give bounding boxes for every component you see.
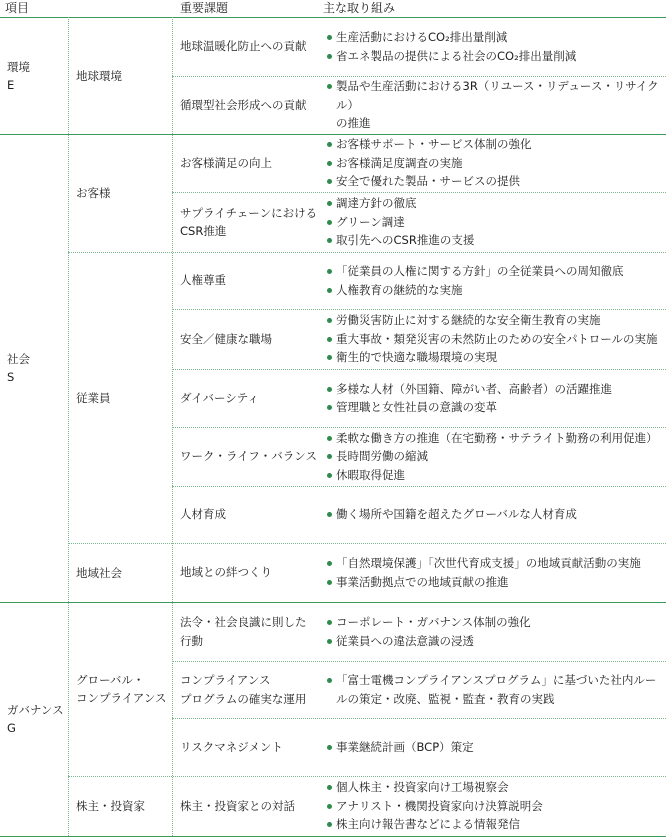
action-item: グリーン調達	[325, 213, 665, 232]
action-item: 「従業員の人権に関する方針」の全従業員への周知徹底	[325, 262, 665, 281]
actions-cell	[325, 369, 665, 427]
issue-label: 安全／健康な職場	[180, 331, 272, 346]
subcategory-label: グローバル・	[76, 673, 145, 687]
subcategory-cell	[76, 602, 171, 776]
header-issue: 重要課題	[180, 1, 229, 15]
actions-cell	[325, 776, 665, 836]
action-item: 多様な人材（外国籍、障がい者、高齢者）の活躍推進	[325, 380, 665, 399]
action-item: 人権教育の継続的な実施	[325, 281, 665, 300]
action-item: 省エネ製品の提供による社会のCO₂排出量削減	[325, 47, 665, 66]
action-item: アナリスト・機関投資家向け決算説明会	[325, 797, 665, 816]
subcategory-label: 従業員	[76, 390, 111, 405]
actions-cell	[325, 718, 665, 776]
issue-label: お客様満足の向上	[180, 155, 272, 170]
issue-label: 地域との絆つくり	[180, 565, 272, 580]
action-item: 働く場所や国籍を超えたグローバルな人材育成	[325, 505, 665, 524]
action-item: 従業員への違法意識の浸透	[325, 632, 665, 651]
actions-cell	[325, 486, 665, 543]
issue-label: 人権尊重	[180, 273, 226, 288]
column-rule	[172, 17, 173, 836]
action-item: 重大事故・類発災害の未然防止のための安全パトロールの実施	[325, 330, 665, 349]
issue-cell	[180, 192, 320, 252]
issue-cell	[180, 661, 320, 718]
actions-cell	[325, 252, 665, 309]
issue-label: 人材育成	[180, 507, 226, 522]
category-label: G	[7, 721, 16, 735]
category-cell	[7, 17, 67, 134]
actions-cell	[325, 661, 665, 718]
category-cell	[7, 134, 67, 602]
action-item: 衛生的で快適な職場環境の実現	[325, 348, 665, 367]
actions-cell	[325, 309, 665, 369]
issue-label: CSR推進	[180, 224, 227, 238]
issue-label: 法令・社会良識に則した	[180, 615, 307, 629]
action-item: 安全で優れた製品・サービスの提供	[325, 172, 665, 191]
action-item: 「自然環境保護」「次世代育成支援」の地域貢献活動の実施	[325, 554, 665, 573]
category-label: S	[7, 370, 15, 384]
category-label: 環境	[7, 59, 30, 74]
category-label: ガバナンス	[7, 703, 64, 717]
issue-cell	[180, 427, 320, 486]
action-item: 柔軟な働き方の推進（在宅勤務・サテライト勤務の利用促進）	[325, 429, 665, 448]
action-item: お客様満足度調査の実施	[325, 154, 665, 173]
subcategory-cell	[76, 134, 171, 252]
category-cell	[7, 602, 67, 836]
actions-cell	[325, 76, 665, 134]
issue-cell	[180, 309, 320, 369]
action-item: 「富士電機コンプライアンスプログラム」に基づいた社内ルー	[325, 671, 665, 690]
issue-cell	[180, 543, 320, 602]
action-item: ルの策定・改廃、監視・監査・教育の実践	[336, 691, 555, 706]
subcategory-cell	[76, 252, 171, 543]
actions-cell	[325, 602, 665, 661]
action-item: コーポレート・ガバナンス体制の強化	[325, 613, 665, 632]
action-item: 生産活動におけるCO₂排出量削減	[325, 28, 665, 47]
actions-cell	[325, 543, 665, 602]
issue-label: リスクマネジメント	[180, 739, 283, 754]
issue-cell	[180, 486, 320, 543]
action-item: 株主向け報告書などによる情報発信	[325, 815, 665, 834]
action-item: 休暇取得促進	[325, 466, 665, 485]
subcategory-cell	[76, 776, 171, 836]
issue-label: サプライチェーンにおける	[180, 205, 318, 220]
issue-label: 循環型社会形成への貢献	[180, 97, 307, 112]
issue-cell	[180, 134, 320, 192]
actions-cell	[325, 427, 665, 486]
action-item: の推進	[336, 116, 371, 131]
actions-cell	[325, 134, 665, 192]
issue-cell	[180, 76, 320, 134]
subcategory-cell	[76, 17, 171, 134]
issue-label: 地球温暖化防止への貢献	[180, 39, 307, 54]
actions-cell	[325, 192, 665, 252]
column-rule	[68, 17, 69, 836]
action-item: 事業継続計画（BCP）策定	[325, 738, 665, 757]
issue-cell	[180, 602, 320, 661]
category-label: E	[7, 77, 15, 92]
issue-label: 行動	[180, 633, 203, 648]
action-item: お客様サポート・サービス体制の強化	[325, 135, 665, 154]
actions-cell	[325, 17, 665, 76]
issue-label: 株主・投資家との対話	[180, 798, 295, 813]
issue-label: ワーク・ライフ・バランス	[180, 449, 317, 464]
subcategory-cell	[76, 543, 171, 602]
issue-cell	[180, 718, 320, 776]
issue-label: ダイバーシティ	[180, 390, 259, 405]
action-item: 事業活動拠点での地域貢献の推進	[325, 573, 665, 592]
subcategory-label: 株主・投資家	[76, 799, 145, 813]
issue-cell	[180, 252, 320, 309]
subcategory-label: 地域社会	[76, 565, 122, 580]
subcategory-label: 地球環境	[76, 68, 122, 83]
subcategory-label: お客様	[76, 186, 111, 200]
action-item: 長時間労働の縮減	[325, 447, 665, 466]
category-label: 社会	[7, 352, 30, 366]
action-item: 労働災害防止に対する継続的な安全衛生教育の実施	[325, 311, 665, 330]
issue-cell	[180, 17, 320, 76]
header-actions: 主な取り組み	[323, 1, 396, 15]
action-item: 取引先へのCSR推進の支援	[325, 231, 665, 250]
issue-label: プログラムの確実な運用	[180, 691, 307, 706]
issue-label: コンプライアンス	[180, 673, 271, 687]
issue-cell	[180, 369, 320, 427]
action-item: 管理職と女性社員の意識の変革	[325, 398, 665, 417]
subcategory-label: コンプライアンス	[76, 691, 167, 705]
issue-cell	[180, 776, 320, 836]
action-item: 製品や生産活動における3R（リユース・リデュース・リサイクル）	[325, 77, 665, 114]
action-item: 調達方針の徹底	[325, 194, 665, 213]
header-item: 項目	[5, 1, 30, 15]
action-item: 個人株主・投資家向け工場視察会	[325, 778, 665, 797]
